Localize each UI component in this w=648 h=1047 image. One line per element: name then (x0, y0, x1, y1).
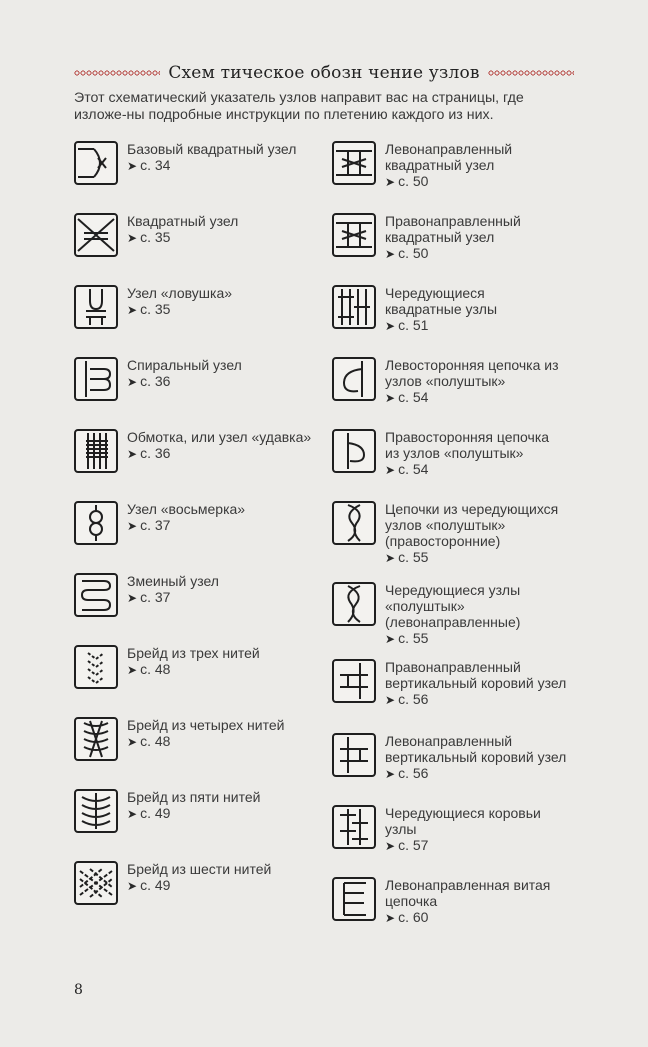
snake-knot-icon (74, 573, 118, 617)
page-ref: с. 50 (398, 173, 429, 189)
page-ref: с. 49 (140, 877, 171, 893)
item-line3: (левонаправленные) (385, 614, 521, 630)
square-knot-icon (74, 213, 118, 257)
item-name: Брейд из шести нитей (127, 861, 272, 877)
six-strand-braid-icon (74, 861, 118, 905)
page-ref: с. 48 (140, 733, 171, 749)
list-item: Левосторонняя цепочка из узлов «полуштык» ➤ с. 54 (332, 356, 559, 406)
alternating-half-hitch-left-icon (332, 582, 376, 626)
intro-text: Этот схематический указатель узлов направит вас на страницы, где изложе-ны подробные инструкции по плетению каждого из них. (74, 90, 524, 123)
page-ref: с. 56 (398, 765, 429, 781)
item-line2: квадратный узел (385, 229, 495, 245)
list-item: Узел «ловушка» ➤ с. 35 (74, 284, 232, 329)
item-line2: узлов «полуштык» (385, 517, 506, 533)
page-ref: с. 56 (398, 691, 429, 707)
list-item: Цепочки из чередующихся узлов «полуштык» (правосторонние) ➤ с. 55 (332, 500, 558, 566)
alternating-cow-hitches-icon (332, 805, 376, 849)
item-line2: узлы (385, 821, 417, 837)
right-square-knot-icon (332, 213, 376, 257)
item-line1: Чередующиеся коровьи (385, 805, 541, 821)
list-item: Левонаправленный вертикальный коровий узел ➤ с. 56 (332, 732, 566, 782)
alternating-half-hitch-right-icon (332, 501, 376, 545)
left-square-knot-icon (332, 141, 376, 185)
item-line1: Левонаправленный (385, 733, 513, 749)
item-line1: Чередующиеся узлы (385, 582, 521, 598)
page-ref: с. 51 (398, 317, 429, 333)
page-number: 8 (74, 982, 83, 998)
page-ref: с. 54 (398, 461, 429, 477)
page-ref: с. 49 (140, 805, 171, 821)
alternating-square-knots-icon (332, 285, 376, 329)
item-line2: квадратный узел (385, 157, 495, 173)
page-ref: с. 35 (140, 229, 171, 245)
page-ref: с. 55 (398, 549, 429, 565)
wrap-knot-icon (74, 429, 118, 473)
spiral-knot-icon (74, 357, 118, 401)
list-item: Правонаправленный квадратный узел ➤ с. 50 (332, 212, 521, 262)
list-item: Узел «восьмерка» ➤ с. 37 (74, 500, 245, 545)
page-ref: с. 57 (398, 837, 429, 853)
item-line1: Левонаправленный (385, 141, 513, 157)
three-strand-braid-icon (74, 645, 118, 689)
item-name: Обмотка, или узел «удавка» (127, 429, 312, 445)
list-item: Левонаправленная витая цепочка ➤ с. 60 (332, 876, 550, 926)
four-strand-braid-icon (74, 717, 118, 761)
item-name: Спиральный узел (127, 357, 242, 373)
item-line1: Правонаправленный (385, 213, 521, 229)
item-name: Базовый квадратный узел (127, 141, 297, 157)
list-item: Брейд из трех нитей ➤ с. 48 (74, 644, 260, 689)
item-line1: Правосторонняя цепочка (385, 429, 550, 445)
list-item: Змеиный узел ➤ с. 37 (74, 572, 219, 617)
item-name: Узел «ловушка» (127, 285, 233, 301)
five-strand-braid-icon (74, 789, 118, 833)
page-ref: с. 60 (398, 909, 429, 925)
item-name: Узел «восьмерка» (127, 501, 246, 517)
list-item: Брейд из пяти нитей ➤ с. 49 (74, 788, 260, 833)
page-title: Схем тическое обозн чение узлов (168, 63, 480, 83)
list-item: Базовый квадратный узел ➤ с. 34 (74, 140, 296, 185)
item-line2: «полуштык» (385, 598, 465, 614)
page-ref: с. 50 (398, 245, 429, 261)
figure-eight-knot-icon (74, 501, 118, 545)
list-item: Левонаправленный квадратный узел ➤ с. 50 (332, 140, 512, 190)
ornament-left (74, 70, 160, 76)
trap-knot-icon (74, 285, 118, 329)
item-name: Змеиный узел (127, 573, 219, 589)
right-vertical-cow-hitch-icon (332, 659, 376, 703)
list-item: Чередующиеся узлы «полуштык» (левонаправленные) ➤ с. 55 (332, 581, 520, 647)
item-name: Брейд из трех нитей (127, 645, 260, 661)
item-line2: квадратные узлы (385, 301, 497, 317)
list-item: Спиральный узел ➤ с. 36 (74, 356, 242, 401)
item-name: Брейд из четырех нитей (127, 717, 285, 733)
list-item: Правонаправленный вертикальный коровий узел ➤ с. 56 (332, 658, 566, 708)
left-twisted-chain-icon (332, 877, 376, 921)
item-line2: вертикальный коровий узел (385, 675, 567, 691)
item-line2: узлов «полуштык» (385, 373, 506, 389)
list-item: Чередующиеся коровьи узлы ➤ с. 57 (332, 804, 541, 854)
item-line2: вертикальный коровий узел (385, 749, 567, 765)
left-half-hitch-chain-icon (332, 357, 376, 401)
item-line1: Левосторонняя цепочка из (385, 357, 559, 373)
list-item: Правосторонняя цепочка из узлов «полуштык» ➤ с. 54 (332, 428, 549, 478)
list-item: Квадратный узел ➤ с. 35 (74, 212, 238, 257)
section-header (74, 62, 574, 84)
page-ref: с. 48 (140, 661, 171, 677)
right-half-hitch-chain-icon (332, 429, 376, 473)
list-item: Брейд из шести нитей ➤ с. 49 (74, 860, 271, 905)
item-line2: цепочка (385, 893, 438, 909)
page-ref: с. 34 (140, 157, 171, 173)
list-item: Чередующиеся квадратные узлы ➤ с. 51 (332, 284, 497, 334)
page-ref: с. 36 (140, 445, 171, 461)
page-ref: с. 54 (398, 389, 429, 405)
list-item: Обмотка, или узел «удавка» ➤ с. 36 (74, 428, 311, 473)
item-line1: Чередующиеся (385, 285, 485, 301)
item-line3: (правосторонние) (385, 533, 501, 549)
ornament-right (488, 70, 574, 76)
item-name: Квадратный узел (127, 213, 239, 229)
basic-square-knot-icon (74, 141, 118, 185)
item-line1: Правонаправленный (385, 659, 521, 675)
page-ref: с. 36 (140, 373, 171, 389)
page-ref: с. 35 (140, 301, 171, 317)
left-vertical-cow-hitch-icon (332, 733, 376, 777)
item-line2: из узлов «полуштык» (385, 445, 524, 461)
page-ref: с. 37 (140, 589, 171, 605)
item-name: Брейд из пяти нитей (127, 789, 261, 805)
list-item: Брейд из четырех нитей ➤ с. 48 (74, 716, 284, 761)
item-line1: Цепочки из чередующихся (385, 501, 559, 517)
item-line1: Левонаправленная витая (385, 877, 551, 893)
page-ref: с. 55 (398, 630, 429, 646)
page-ref: с. 37 (140, 517, 171, 533)
